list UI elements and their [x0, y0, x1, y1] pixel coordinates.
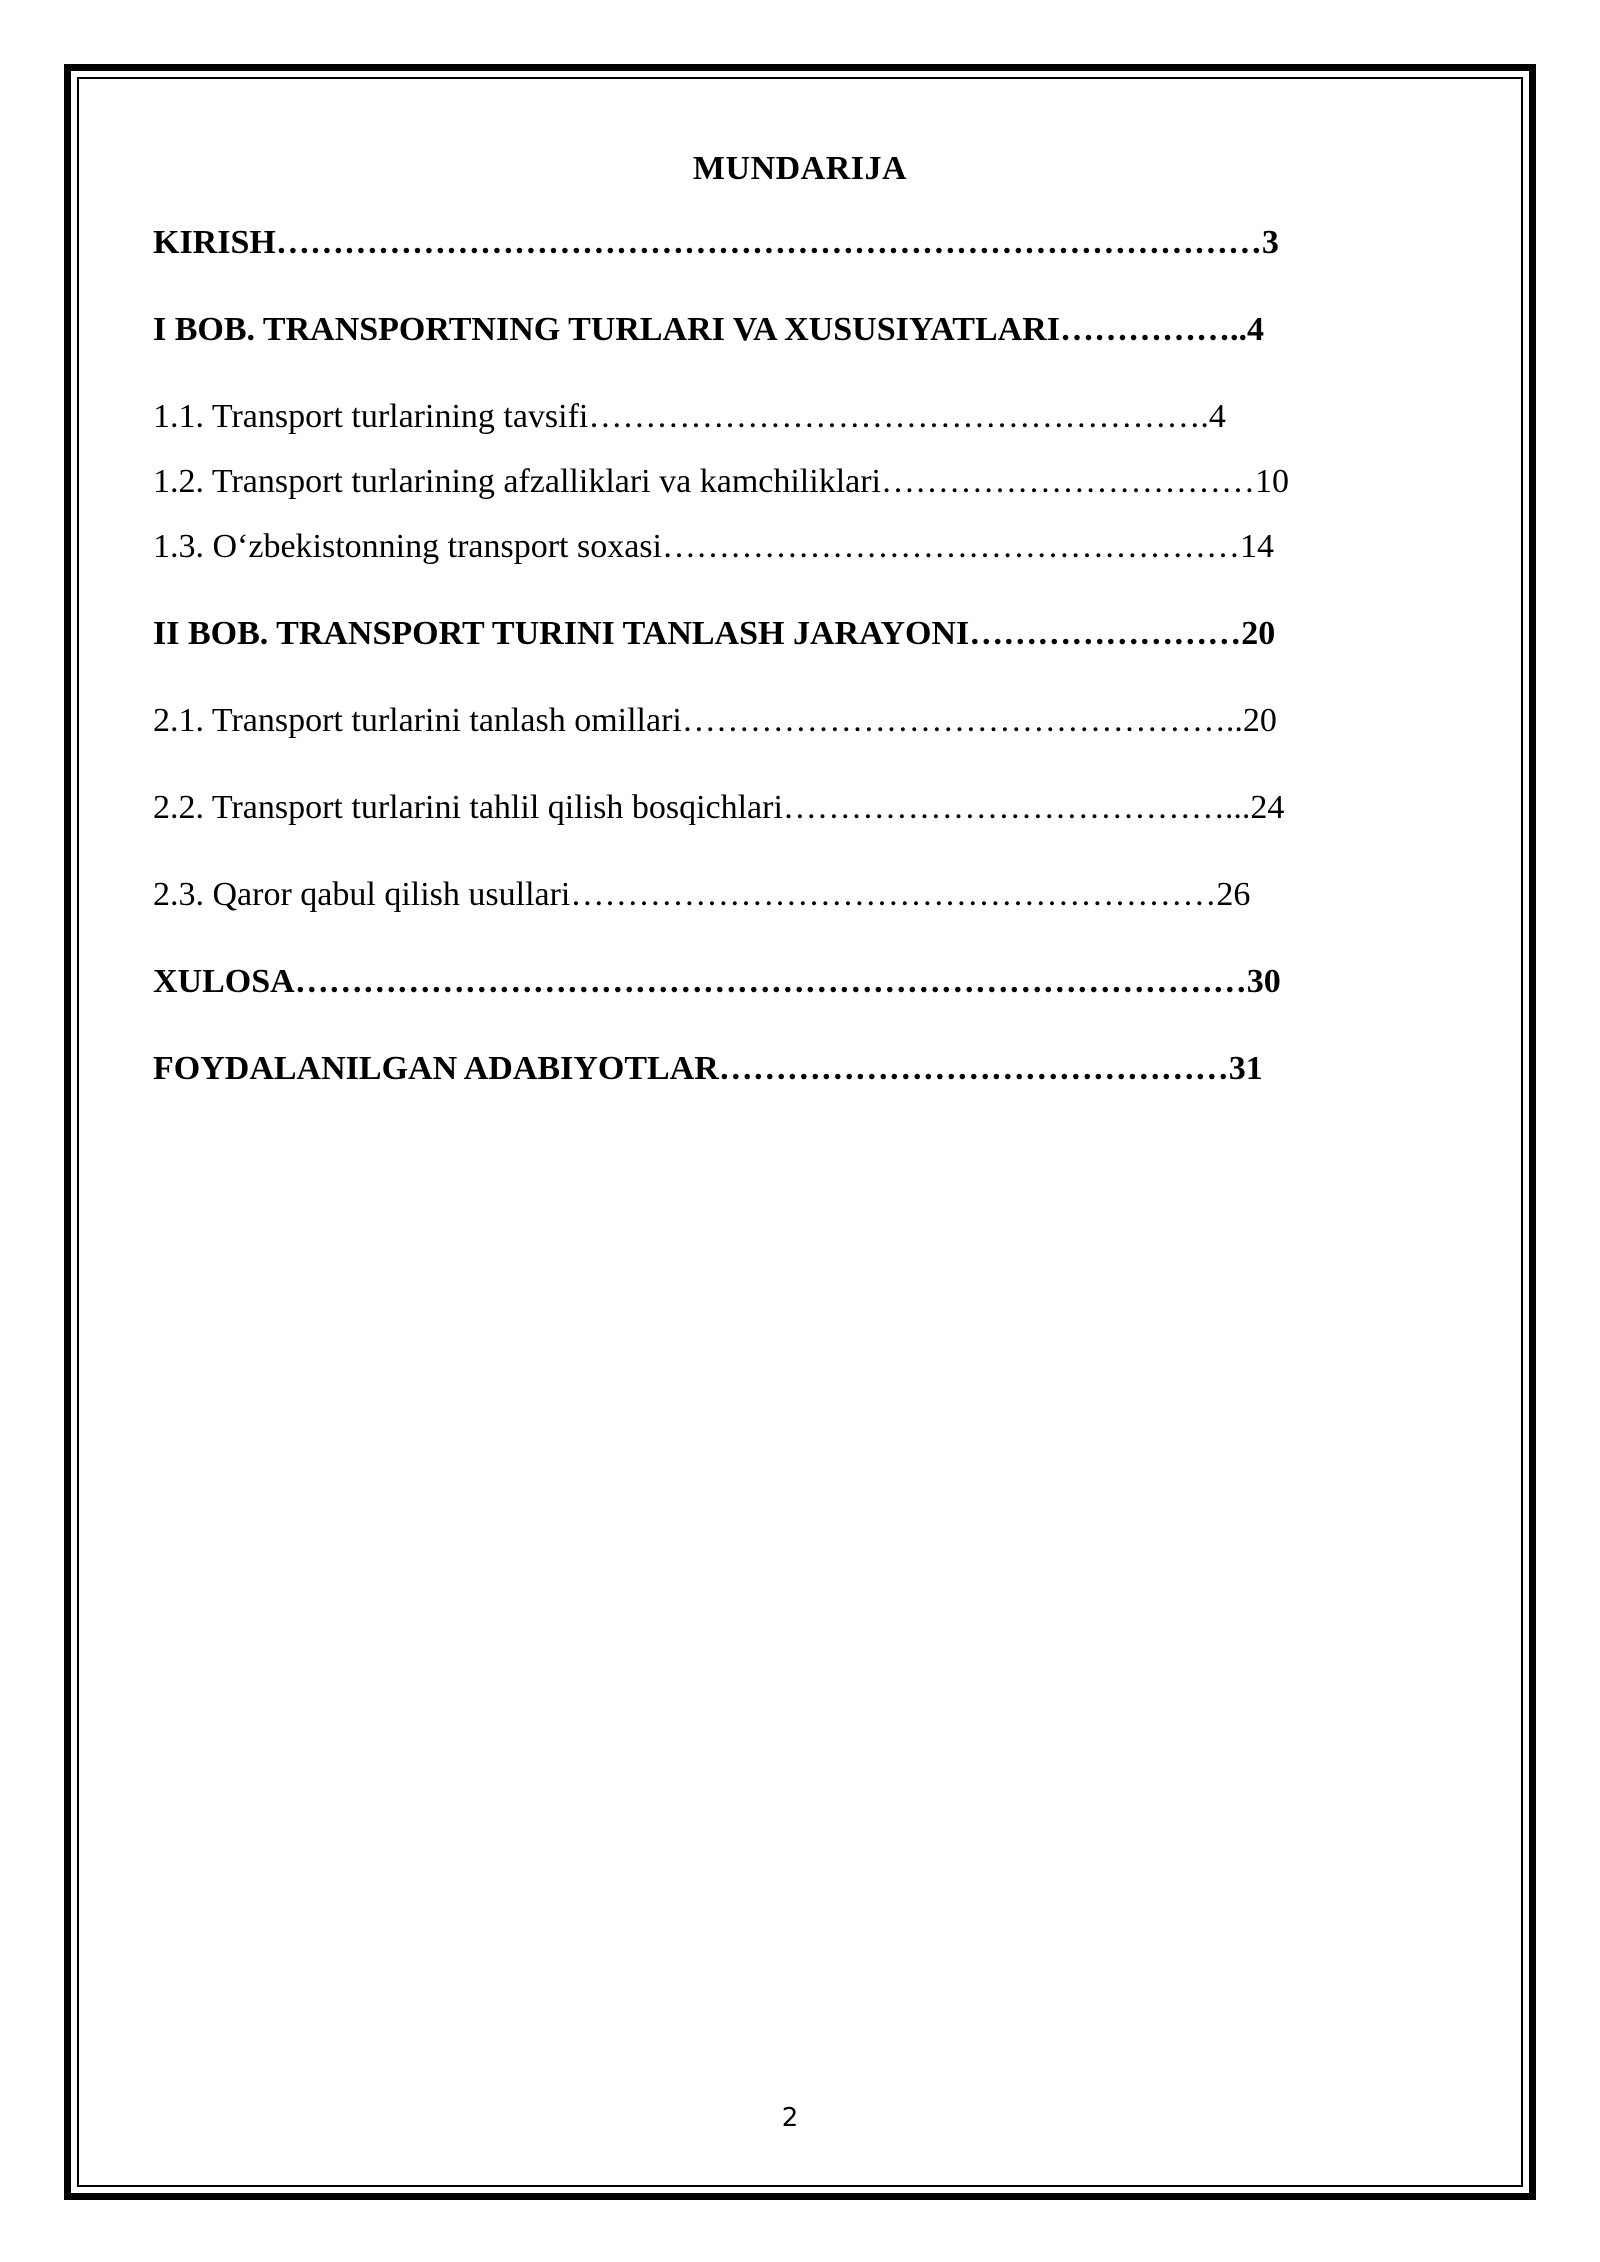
toc-entry-2-2: 2.2. Transport turlarini tahlil qilish bosqichlari…………………………………...24 [153, 789, 1285, 826]
page-number: 2 [781, 2103, 799, 2133]
toc-entry-references: FOYDALANILGAN ADABIYOTLAR………………………………………31 [153, 1050, 1263, 1087]
toc-entry-1-3: 1.3. O‘zbekistonning transport soxasi……………………………………………14 [153, 528, 1274, 565]
page-border-inner [77, 77, 1523, 2187]
toc-entry-2-3: 2.3. Qaror qabul qilish usullari…………………………………………………26 [153, 876, 1251, 913]
toc-entry-kirish: KIRISH……………………………………………………………………………3 [153, 224, 1279, 261]
toc-entry-1-2: 1.2. Transport turlarining afzalliklari va kamchiliklari……………………………10 [153, 463, 1289, 500]
toc-title: MUNDARIJA [692, 150, 908, 187]
toc-entry-1-1: 1.1. Transport turlarining tavsifi……………………………………………….4 [153, 398, 1226, 435]
toc-entry-chapter-1: I BOB. TRANSPORTNING TURLARI VA XUSUSIYATLARI……………..4 [153, 311, 1264, 348]
toc-entry-xulosa: XULOSA…………………………………………………………………………30 [153, 963, 1281, 1000]
toc-entry-chapter-2: II BOB. TRANSPORT TURINI TANLASH JARAYONI……………………20 [153, 615, 1276, 652]
toc-entry-2-1: 2.1. Transport turlarini tanlash omillari…………………………………………..20 [153, 702, 1277, 739]
